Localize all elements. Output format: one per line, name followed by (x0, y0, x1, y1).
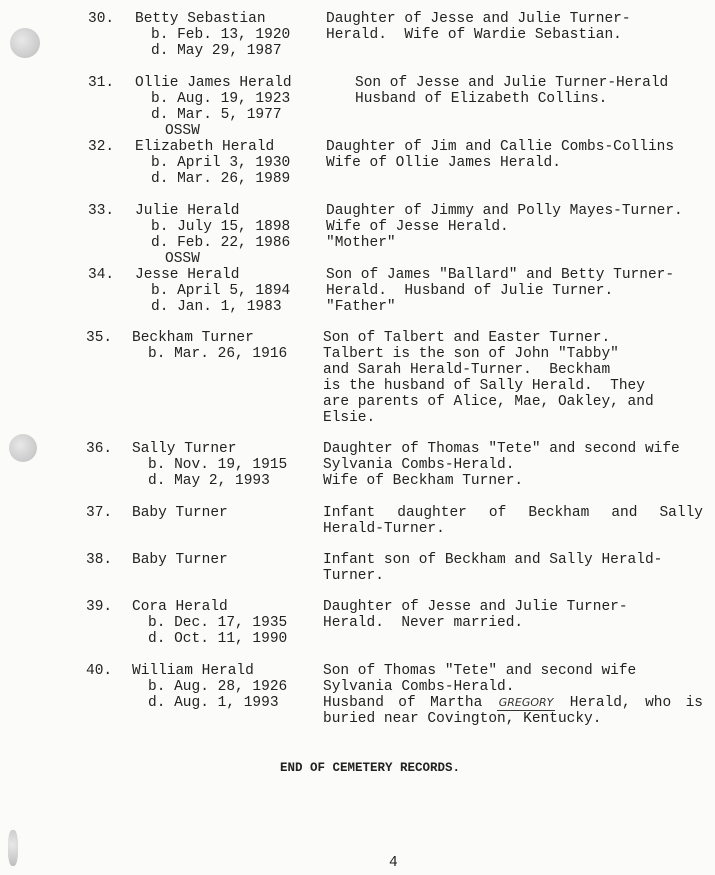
punch-hole (8, 830, 18, 866)
description-line: "Father" (326, 299, 396, 315)
entry-number: 35. (86, 330, 113, 346)
life-date: b. Feb. 13, 1920 (151, 27, 291, 43)
person-name: Elizabeth Herald (135, 139, 275, 155)
description-line: "Mother" (326, 235, 396, 251)
entry-name-column (135, 139, 290, 187)
life-date: b. Aug. 28, 1926 (148, 679, 288, 695)
description-line: Herald-Turner. (323, 521, 445, 537)
description-line: Husband of Elizabeth Collins. (355, 91, 608, 107)
entry-number: 32. (88, 139, 115, 155)
life-date: d. May 2, 1993 (148, 473, 270, 489)
description-line: Infant son of Beckham and Sally Herald- (323, 552, 663, 568)
entry-name-column (135, 203, 290, 267)
description-line (323, 695, 703, 711)
person-name: Ollie James Herald (135, 75, 292, 91)
life-date: b. April 3, 1930 (151, 155, 291, 171)
description-line: Daughter of Thomas "Tete" and second wife (323, 441, 680, 457)
entry-name-column (132, 330, 287, 362)
life-date: d. Oct. 11, 1990 (148, 631, 288, 647)
person-name: Baby Turner (132, 552, 228, 568)
life-date: b. Dec. 17, 1935 (148, 615, 288, 631)
entry-description (323, 663, 703, 727)
life-date: d. Feb. 22, 1986 (151, 235, 291, 251)
description-line: Infant daughter of Beckham and Sally (323, 505, 703, 521)
entry-description (323, 441, 680, 489)
life-date: d. Mar. 5, 1977 (151, 107, 282, 123)
person-name: Jesse Herald (135, 267, 240, 283)
description-line: Sylvania Combs-Herald. (323, 679, 515, 695)
description-line: Herald. Wife of Wardie Sebastian. (326, 27, 622, 43)
life-date: b. July 15, 1898 (151, 219, 291, 235)
punch-hole (10, 28, 40, 58)
description-line: Talbert is the son of John "Tabby" (323, 346, 619, 362)
entry-number: 30. (88, 11, 115, 27)
person-name: William Herald (132, 663, 254, 679)
entry-name-column (132, 552, 228, 568)
description-line: Daughter of Jesse and Julie Turner- (326, 11, 631, 27)
person-name: Baby Turner (132, 505, 228, 521)
description-line: Wife of Jesse Herald. (326, 219, 509, 235)
description-line: Turner. (323, 568, 384, 584)
entry-description (355, 75, 668, 107)
entry-number: 34. (88, 267, 115, 283)
person-name: Sally Turner (132, 441, 237, 457)
description-line: is the husband of Sally Herald. They (323, 378, 645, 394)
description-line: buried near Covington, Kentucky. (323, 711, 602, 727)
description-line: are parents of Alice, Mae, Oakley, and (323, 394, 654, 410)
description-line: Herald. Never married. (323, 615, 524, 631)
ossw-note: OSSW (165, 123, 200, 139)
entry-description (323, 505, 703, 537)
description-line: Wife of Ollie James Herald. (326, 155, 561, 171)
description-line: Son of Jesse and Julie Turner-Herald (355, 75, 669, 91)
description-line: and Sarah Herald-Turner. Beckham (323, 362, 611, 378)
description-line: Elsie. (323, 410, 376, 426)
entry-name-column (135, 75, 292, 139)
description-line: Daughter of Jesse and Julie Turner- (323, 599, 628, 615)
entry-name-column (135, 267, 290, 315)
entry-number: 38. (86, 552, 113, 568)
description-line: Sylvania Combs-Herald. (323, 457, 515, 473)
entry-number: 33. (88, 203, 115, 219)
life-date: d. Aug. 1, 1993 (148, 695, 279, 711)
end-of-records-heading: END OF CEMETERY RECORDS. (280, 761, 461, 775)
entry-description (326, 139, 674, 171)
ossw-note: OSSW (165, 251, 200, 267)
life-date: d. Jan. 1, 1983 (151, 299, 282, 315)
description-line: Son of Talbert and Easter Turner. (323, 330, 611, 346)
page-number: 4 (389, 855, 398, 871)
life-date: b. April 5, 1894 (151, 283, 291, 299)
entry-description (326, 11, 631, 43)
entry-number: 36. (86, 441, 113, 457)
entry-number: 40. (86, 663, 113, 679)
description-line: Daughter of Jim and Callie Combs-Collins (326, 139, 675, 155)
description-text: Husband of Martha (323, 695, 483, 711)
life-date: b. Mar. 26, 1916 (148, 346, 288, 362)
entry-description (326, 267, 674, 315)
person-name: Beckham Turner (132, 330, 254, 346)
description-line: Wife of Beckham Turner. (323, 473, 524, 489)
entry-name-column (135, 11, 290, 59)
description-line: Son of Thomas "Tete" and second wife (323, 663, 637, 679)
entry-name-column (132, 505, 228, 521)
entry-number: 37. (86, 505, 113, 521)
entry-description (323, 552, 662, 584)
life-date: b. Nov. 19, 1915 (148, 457, 288, 473)
blank-underline (497, 696, 556, 711)
entry-description (323, 599, 628, 631)
punch-hole (9, 434, 37, 462)
description-text: Herald, who is (569, 695, 704, 711)
description-line: Herald. Husband of Julie Turner. (326, 283, 614, 299)
person-name: Betty Sebastian (135, 11, 266, 27)
entry-description (323, 330, 654, 426)
description-line: Son of James "Ballard" and Betty Turner- (326, 267, 675, 283)
entry-name-column (132, 663, 287, 711)
handwritten-annotation: GREGORY (498, 696, 554, 709)
entry-description (326, 203, 683, 251)
person-name: Cora Herald (132, 599, 228, 615)
entry-number: 31. (88, 75, 115, 91)
entry-name-column (132, 441, 287, 489)
entry-number: 39. (86, 599, 113, 615)
person-name: Julie Herald (135, 203, 240, 219)
life-date: d. May 29, 1987 (151, 43, 282, 59)
life-date: b. Aug. 19, 1923 (151, 91, 291, 107)
entry-name-column (132, 599, 287, 647)
description-line: Daughter of Jimmy and Polly Mayes-Turner. (326, 203, 683, 219)
life-date: d. Mar. 26, 1989 (151, 171, 291, 187)
